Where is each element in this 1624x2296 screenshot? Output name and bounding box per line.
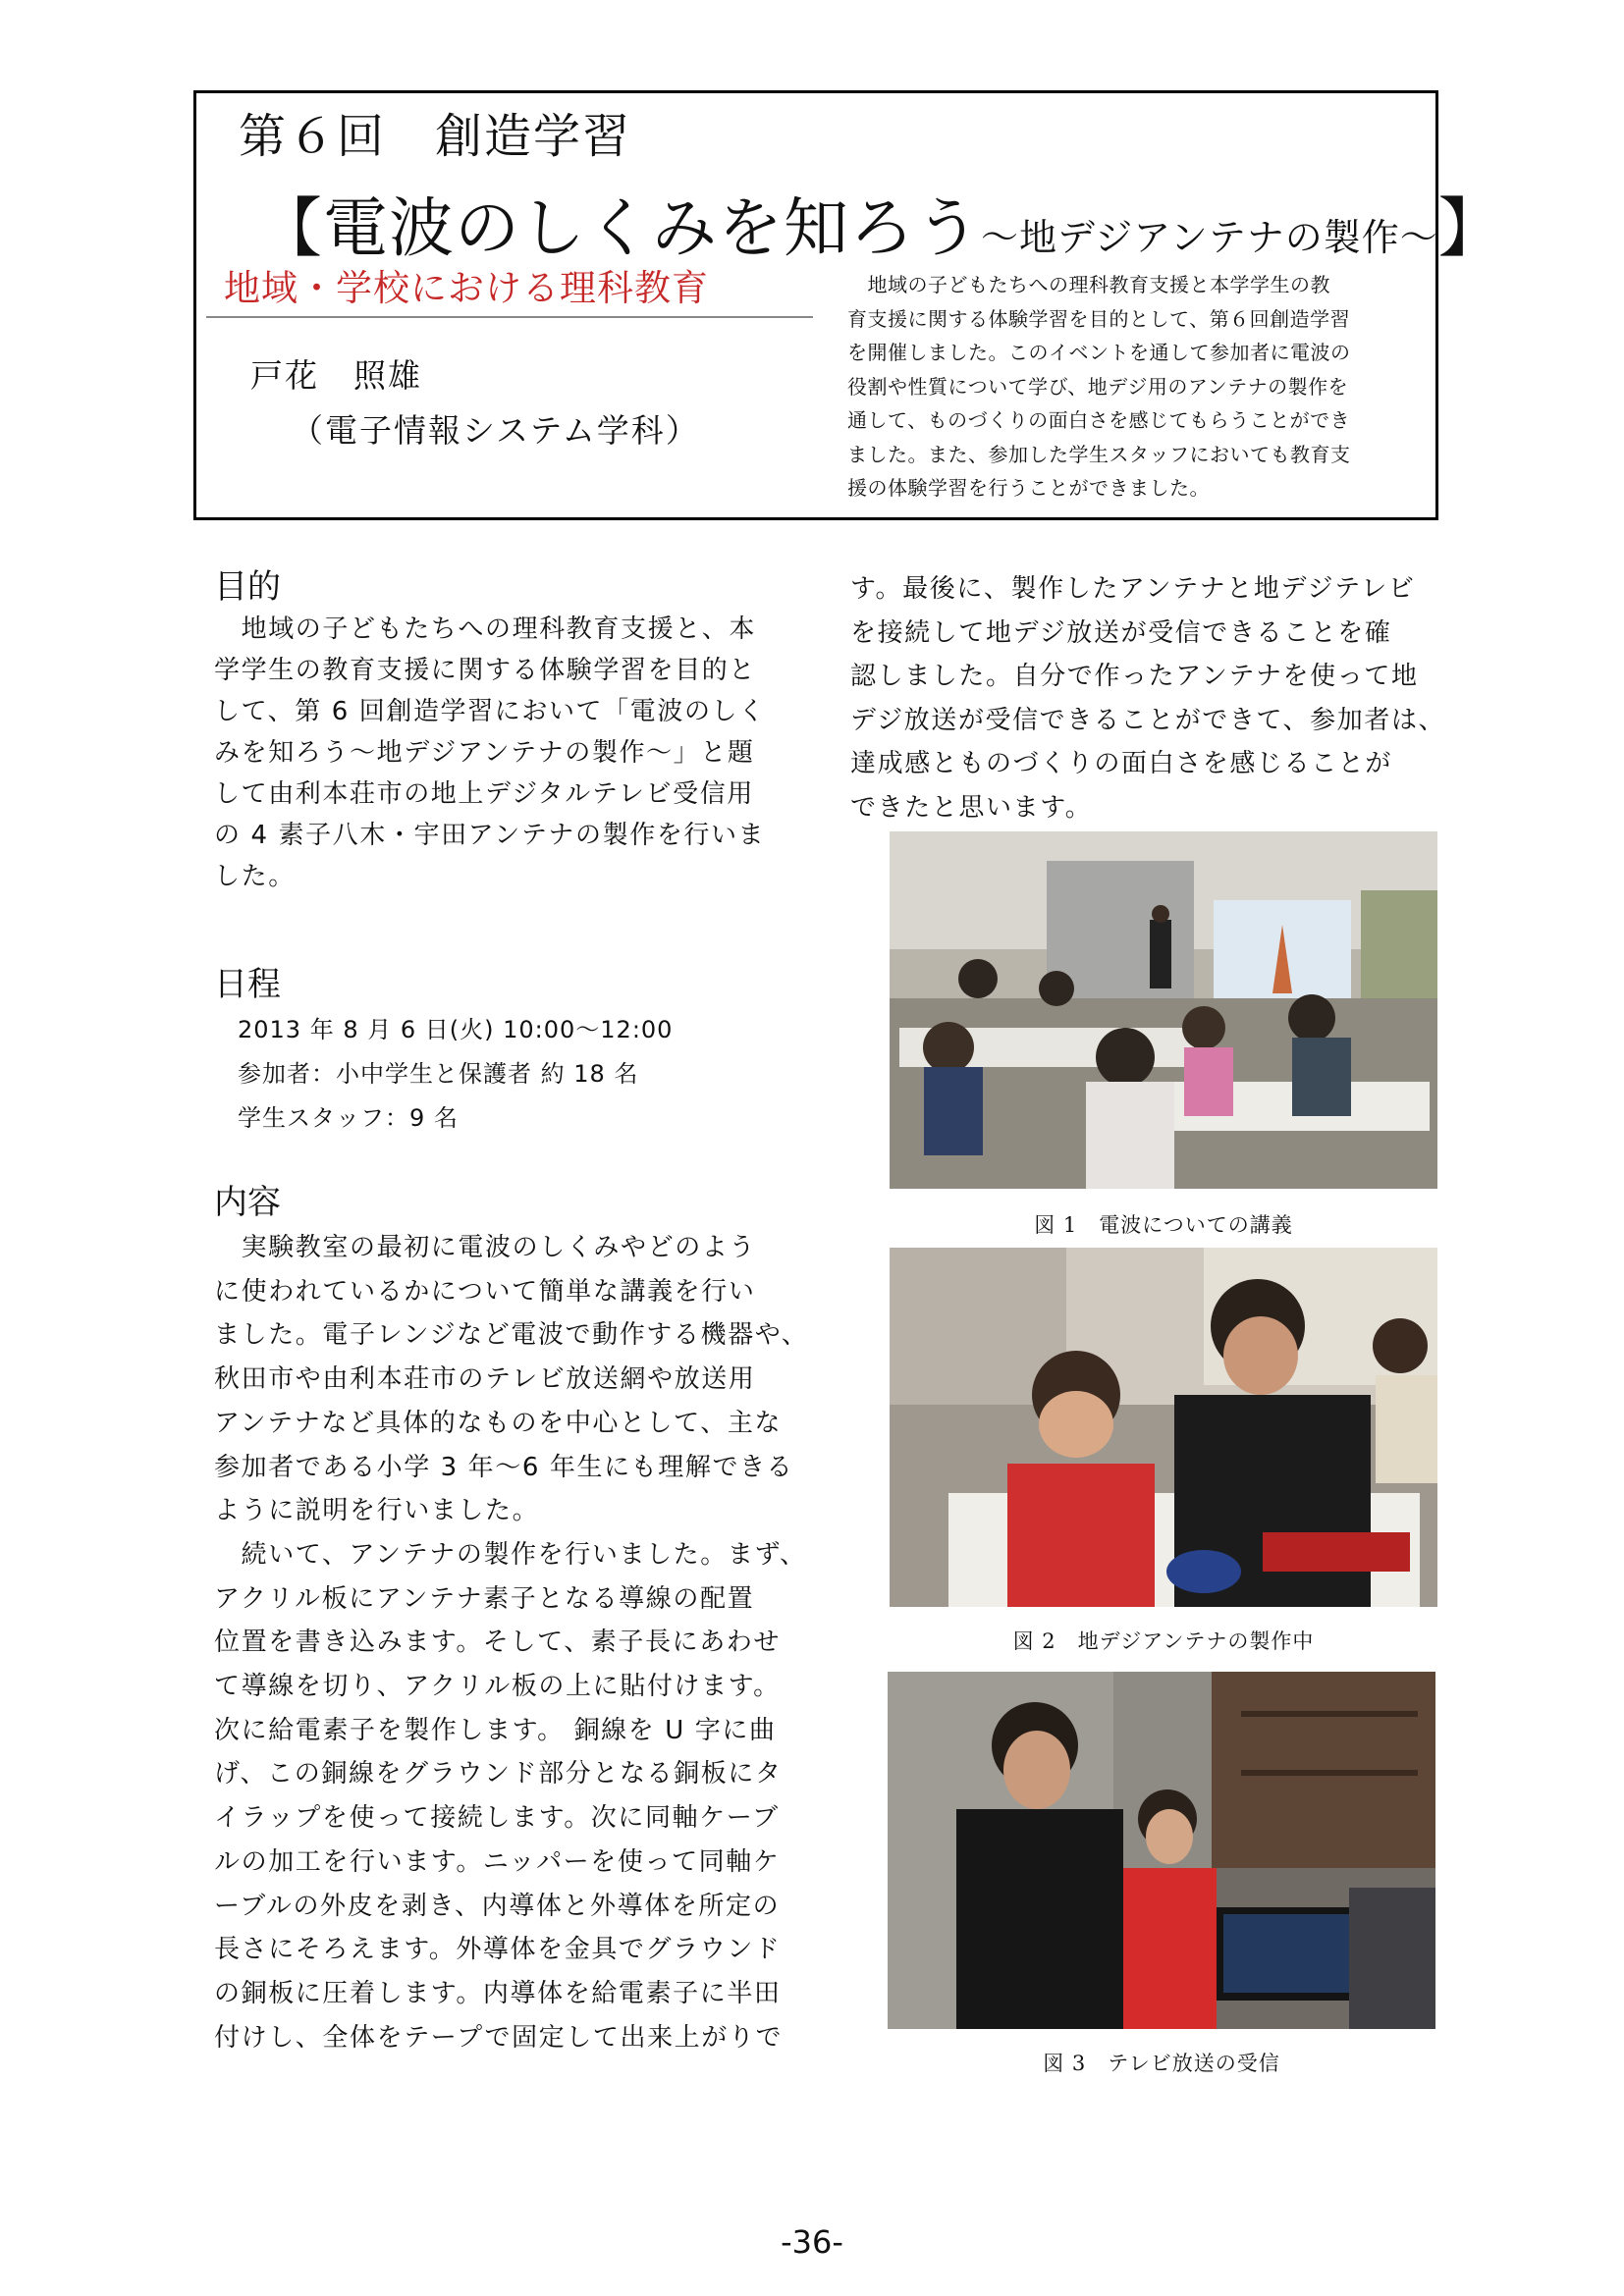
author-department: （電子情報システム学科） [291, 411, 700, 450]
figure-2-photo [890, 1248, 1437, 1607]
paragraph-line: 認しました。自分で作ったアンテナを使って地 [850, 662, 1419, 691]
figure-1-photo [890, 831, 1437, 1189]
paragraph-line: ました。電子レンジなど電波で動作する機器や、 [214, 1320, 809, 1351]
abstract-line: 援の体験学習を行うことができました。 [847, 476, 1210, 500]
purpose-paragraph [214, 609, 766, 897]
figure-1-caption: 図 1 電波についての講義 [1034, 1213, 1293, 1237]
paragraph-line: 次に給電素子を製作します。 銅線を U 字に曲 [214, 1715, 777, 1745]
page-number: -36- [781, 2223, 843, 2261]
paragraph-line: できたと思います。 [850, 792, 1093, 823]
paragraph-line: デジ放送が受信できることができて、参加者は、 [850, 705, 1446, 735]
title-close-bracket: 】 [1437, 190, 1504, 266]
abstract-line: を開催しました。このイベントを通して参加者に電波の [847, 341, 1351, 364]
paragraph-line: 続いて、アンテナの製作を行いました。まず、 [214, 1539, 807, 1570]
title-subtitle: ～地デジアンテナの製作～ [981, 216, 1438, 259]
paragraph-line: 付けし、全体をテープで固定して出来上がりで [214, 2022, 784, 2053]
abstract-line: 役割や性質について学び、地デジ用のアンテナの製作を [847, 374, 1349, 399]
schedule-date: 2013 年 8 月 6 日(火) 10:00～12:00 [238, 1016, 674, 1043]
content-paragraph-continued [850, 567, 1445, 829]
figure-2-caption: 図 2 地デジアンテナの製作中 [1012, 1629, 1315, 1653]
figure-3-photo [888, 1672, 1435, 2029]
abstract-line: 地域の子どもたちへの理科教育支援と本学学生の教 [847, 273, 1330, 296]
section-heading-content: 内容 [214, 1183, 281, 1222]
paragraph-line: イラップを使って接続します。次に同軸ケーブ [214, 1803, 780, 1834]
abstract-line: 育支援に関する体験学習を目的として、第６回創造学習 [847, 306, 1351, 331]
paragraph-line: に使われているかについて簡単な講義を行い [214, 1276, 756, 1307]
section-heading-schedule: 日程 [214, 965, 281, 1004]
paragraph-line: の銅板に圧着します。内導体を給電素子に半田 [214, 1978, 782, 2008]
paragraph-line: ルの加工を行います。ニッパーを使って同軸ケ [214, 1846, 781, 1877]
paragraph-line: 学学生の教育支援に関する体験学習を目的と [214, 656, 757, 685]
paragraph-line: を接続して地デジ放送が受信できることを確 [850, 617, 1392, 648]
abstract-line: ました。また、参加した学生スタッフにおいても教育支 [847, 442, 1351, 466]
paragraph-line: アンテナなど具体的なものを中心として、主な [214, 1408, 783, 1438]
paragraph-line: ーブルの外皮を剥き、内導体と外導体を所定の [214, 1891, 781, 1921]
paragraph-line: げ、この銅線をグラウンド部分となる銅板にタ [214, 1759, 783, 1789]
category-divider [206, 316, 813, 318]
article-title [257, 176, 1504, 269]
paragraph-line: す。最後に、製作したアンテナと地デジテレビ [850, 574, 1416, 604]
section-heading-purpose: 目的 [214, 567, 281, 607]
paragraph-line: 長さにそろえます。外導体を金具でグラウンド [214, 1935, 782, 1965]
schedule-details [238, 1008, 673, 1141]
paragraph-line: 実験教室の最初に電波のしくみやどのよう [214, 1233, 757, 1262]
paragraph-line: して由利本荘市の地上デジタルテレビ受信用 [214, 779, 754, 809]
paragraph-line: ように説明を行いました。 [214, 1496, 540, 1526]
paragraph-line: 達成感とものづくりの面白さを感じることが [850, 749, 1393, 778]
paragraph-line: した。 [214, 862, 296, 891]
abstract-line: 通して、ものづくりの面白さを感じてもらうことができ [847, 408, 1351, 432]
paragraph-line: アクリル板にアンテナ素子となる導線の配置 [214, 1583, 755, 1614]
paragraph-line: て導線を切り、アクリル板の上に貼付けます。 [214, 1672, 781, 1702]
author-name: 戸花 照雄 [250, 356, 422, 395]
paragraph-line: 参加者である小学 3 年～6 年生にも理解できる [214, 1452, 794, 1482]
abstract [847, 268, 1417, 506]
paragraph-line: みを知ろう～地デジアンテナの製作～」と題 [214, 738, 755, 768]
article-header [193, 90, 1504, 520]
paragraph-line: 秋田市や由利本荘市のテレビ放送網や放送用 [214, 1364, 756, 1395]
paragraph-line: して、第 6 回創造学習において「電波のしく [214, 697, 766, 726]
session-label: 第６回 創造学習 [239, 109, 632, 164]
paragraph-line: の 4 素子八木・宇田アンテナの製作を行いま [214, 821, 766, 850]
content-paragraph [214, 1226, 808, 2059]
figure-3-caption: 図 3 テレビ放送の受信 [1043, 2052, 1280, 2075]
schedule-participants: 参加者：小中学生と保護者 約 18 名 [238, 1060, 639, 1088]
schedule-staff: 学生スタッフ：9 名 [238, 1104, 459, 1132]
paragraph-line: 地域の子どもたちへの理科教育支援と、本 [214, 614, 757, 644]
category-label: 地域・学校における理科教育 [224, 267, 709, 309]
paragraph-line: 位置を書き込みます。そして、素子長にあわせ [214, 1628, 782, 1658]
title-main: 【電波のしくみを知ろう [257, 190, 981, 266]
